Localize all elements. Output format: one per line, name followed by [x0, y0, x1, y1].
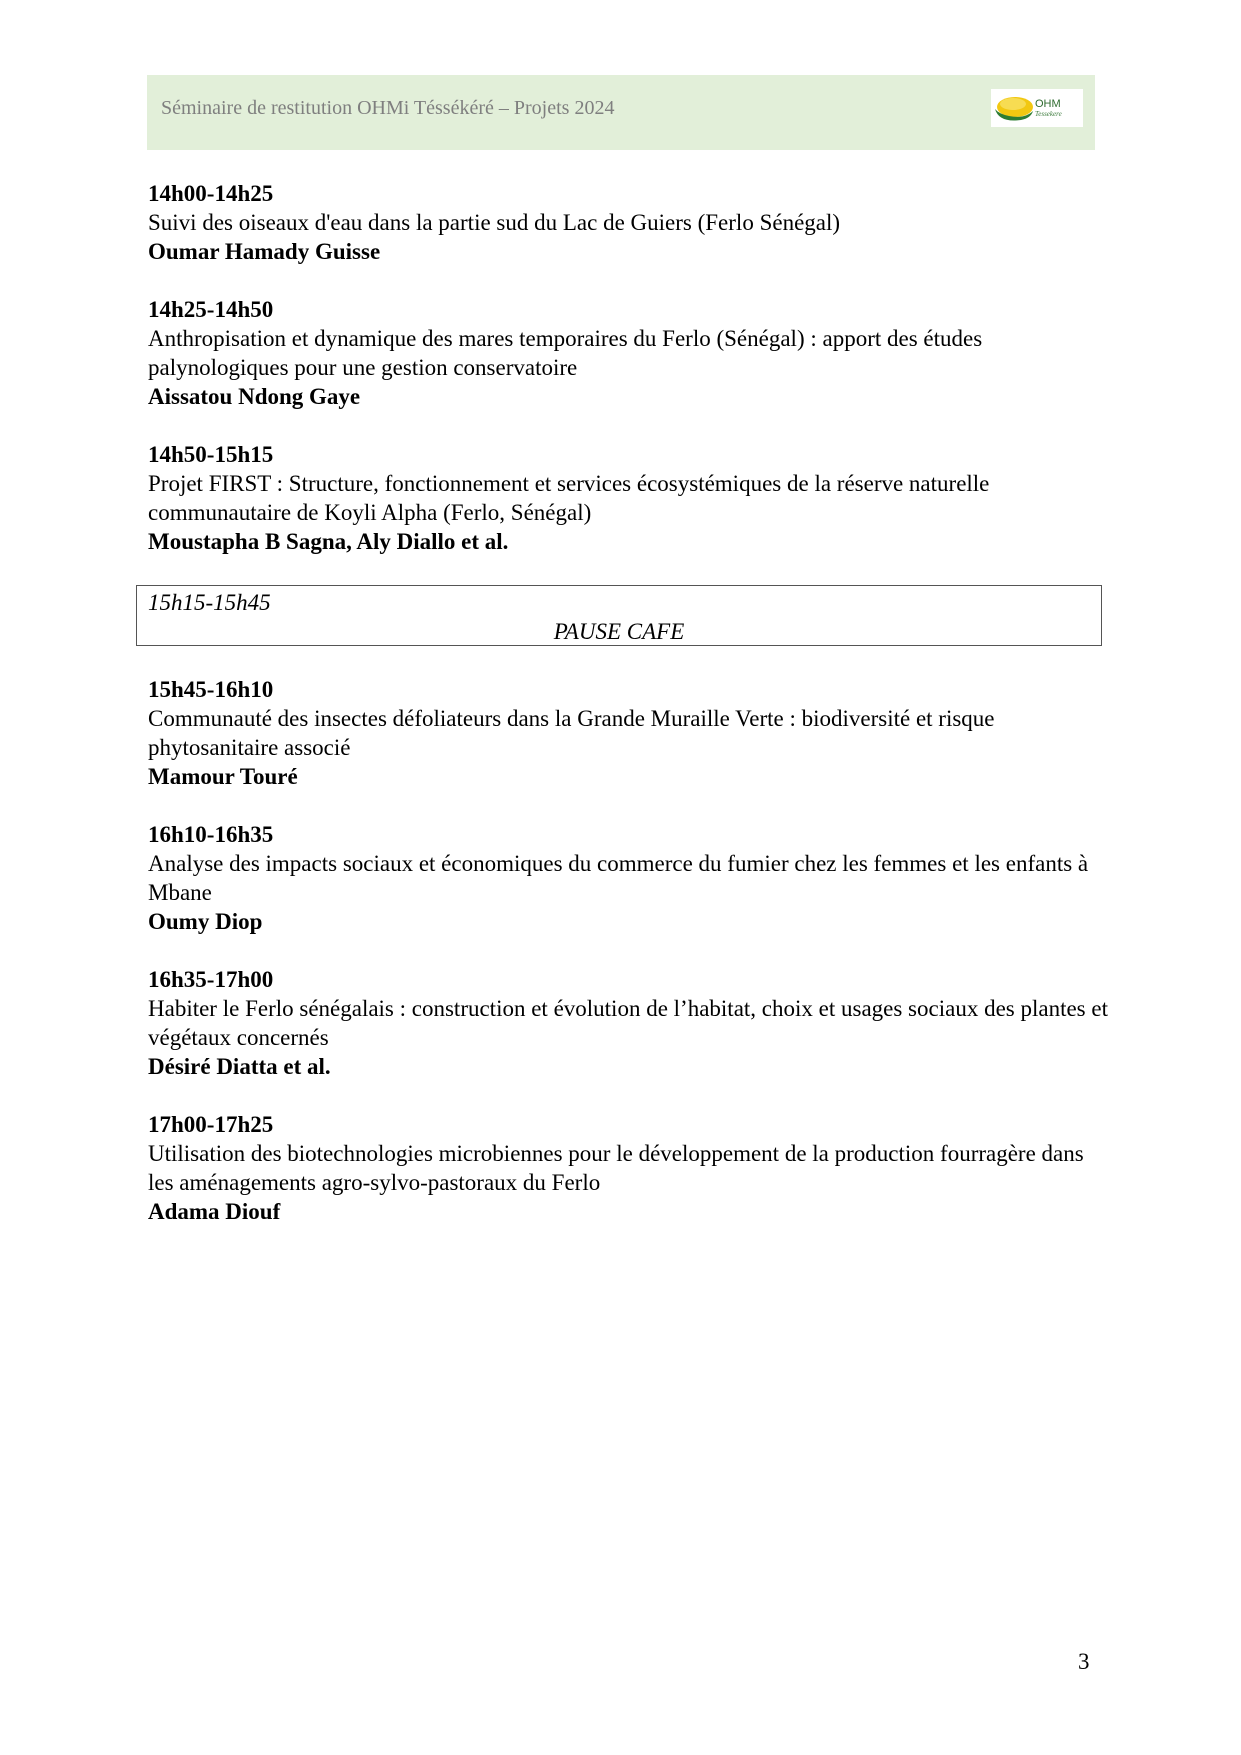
session-time: 14h00-14h25 [148, 181, 274, 206]
session-time: 14h50-15h15 [148, 442, 274, 467]
header-title: Séminaire de restitution OHMi Téssékéré – Projets 2024 [161, 97, 615, 119]
session-authors: Aissatou Ndong Gaye [148, 384, 361, 409]
session-authors: Oumy Diop [148, 909, 263, 934]
session-item [148, 675, 1108, 791]
session-time: 15h45-16h10 [148, 677, 274, 702]
session-title: Communauté des insectes défoliateurs dans la Grande Muraille Verte : biodiversité et risque phytosanitaire associé [148, 706, 995, 760]
session-title: Utilisation des biotechnologies microbiennes pour le développement de la production fourragère dans les aménagements agro-sylvo-pastoraux du Ferlo [148, 1141, 1084, 1195]
session-authors: Moustapha B Sagna, Aly Diallo et al. [148, 529, 509, 554]
logo-text: OHM [1035, 98, 1061, 110]
session-item [148, 440, 1108, 556]
session-authors: Oumar Hamady Guisse [148, 239, 381, 264]
session-item [148, 295, 1108, 411]
coffee-break-box [136, 585, 1102, 646]
session-time: 14h25-14h50 [148, 297, 274, 322]
break-time: 15h15-15h45 [148, 590, 271, 615]
session-authors: Désiré Diatta et al. [148, 1054, 331, 1079]
session-item [148, 965, 1108, 1081]
session-title: Habiter le Ferlo sénégalais : construction et évolution de l’habitat, choix et usages sociaux des plantes et végétaux concernés [148, 996, 1108, 1050]
ohm-logo [991, 89, 1083, 127]
session-title: Analyse des impacts sociaux et économiques du commerce du fumier chez les femmes et les enfants à Mbane [148, 851, 1089, 905]
session-title: Projet FIRST : Structure, fonctionnement et services écosystémiques de la réserve naturelle communautaire de Koyli Alpha (Ferlo, Sénégal) [148, 471, 990, 525]
page-number: 3 [1078, 1649, 1090, 1674]
session-item [148, 179, 1108, 266]
program-content [148, 179, 1108, 1255]
logo-emblem-icon [991, 89, 1035, 127]
session-time: 16h10-16h35 [148, 822, 274, 847]
session-authors: Adama Diouf [148, 1199, 281, 1224]
break-label: PAUSE CAFE [553, 619, 685, 644]
session-title: Suivi des oiseaux d'eau dans la partie sud du Lac de Guiers (Ferlo Sénégal) [148, 210, 841, 235]
session-title: Anthropisation et dynamique des mares temporaires du Ferlo (Sénégal) : apport des études palynologiques pour une gestion conservatoire [148, 326, 983, 380]
logo-subtext: Tessekere [1035, 110, 1062, 118]
session-item [148, 820, 1108, 936]
session-authors: Mamour Touré [148, 764, 298, 789]
session-time: 17h00-17h25 [148, 1112, 274, 1137]
session-item [148, 1110, 1108, 1226]
session-time: 16h35-17h00 [148, 967, 274, 992]
page-header [147, 75, 1095, 150]
